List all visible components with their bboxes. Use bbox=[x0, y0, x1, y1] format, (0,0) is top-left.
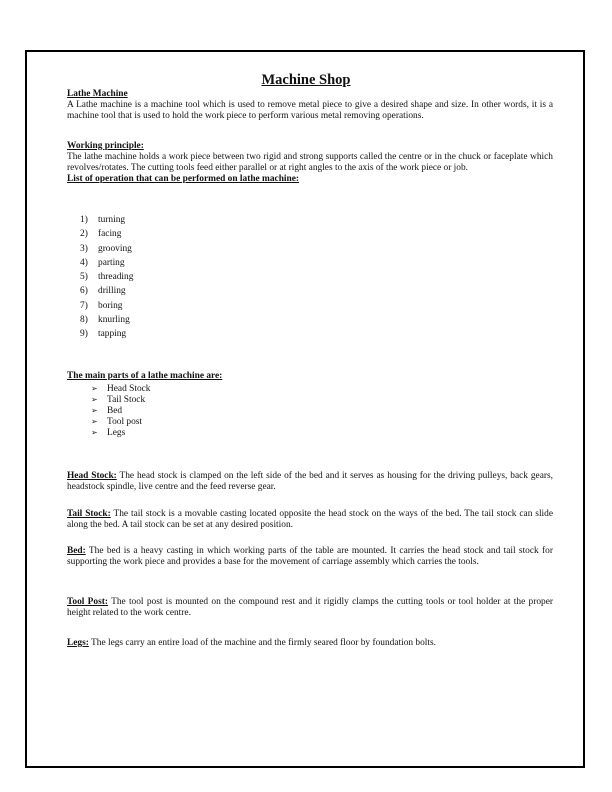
list-item: 3) grooving bbox=[80, 243, 132, 254]
working-section bbox=[67, 141, 553, 185]
bed-description: Bed: The bed is a heavy casting in which working parts of the table are mounted. It carries the head stock and tail stock for supporting the work piece and provides a base for the movement of carriage assembly which carries the tools. bbox=[67, 546, 553, 567]
list-item: 2) facing bbox=[80, 229, 122, 240]
lathe-heading: Lathe Machine bbox=[67, 89, 128, 99]
list-item: 4) parting bbox=[80, 257, 125, 268]
head-stock-description: Head Stock: The head stock is clamped on the left side of the bed and it serves as housing for the driving pulleys, back gears, headstock spindle, live centre and the feed reverse gear. bbox=[67, 471, 553, 492]
page-title: Machine Shop bbox=[261, 72, 351, 88]
arrow-bullet-icon: ➢ bbox=[91, 406, 98, 415]
operations-heading: List of operation that can be performed on lathe machine: bbox=[67, 174, 300, 184]
list-item: 7) boring bbox=[80, 300, 123, 311]
parts-list bbox=[91, 383, 150, 438]
list-item: 1) turning bbox=[80, 215, 126, 225]
list-item: 9) tapping bbox=[80, 329, 127, 340]
operations-list bbox=[80, 215, 133, 344]
lathe-section bbox=[67, 89, 553, 122]
list-item: ➢ Tail Stock bbox=[91, 395, 146, 405]
arrow-bullet-icon: ➢ bbox=[91, 417, 98, 426]
working-heading: Working principle: bbox=[67, 141, 144, 151]
parts-heading-wrap bbox=[67, 371, 553, 382]
arrow-bullet-icon: ➢ bbox=[91, 428, 98, 437]
list-item: 5) threading bbox=[80, 272, 134, 283]
list-item: 6) drilling bbox=[80, 286, 126, 297]
tail-stock-description: Tail Stock: The tail stock is a movable casting located opposite the head stock on the ways of the bed. The tail stock can slide along the bed. A tail stock can be set at any desired position. bbox=[67, 509, 554, 530]
list-item: 8) knurling bbox=[80, 315, 130, 326]
list-item: ➢ Bed bbox=[91, 406, 123, 416]
legs-description: Legs: The legs carry an entire load of the machine and the firmly seared floor by foundation bolts. bbox=[67, 638, 436, 648]
list-item: ➢ Tool post bbox=[91, 417, 143, 427]
tool-post-description: Tool Post: The tool post is mounted on the compound rest and it rigidly clamps the cutting tools or tool holder at the proper height related to the work centre. bbox=[67, 597, 553, 618]
lathe-text: A Lathe machine is a machine tool which is used to remove metal piece to give a desired shape and size. In other words, it is a machine tool that is used to hold the work piece to perform various metal removing operations. bbox=[67, 100, 553, 121]
list-item: ➢ Legs bbox=[91, 428, 126, 438]
arrow-bullet-icon: ➢ bbox=[91, 384, 98, 393]
working-text: The lathe machine holds a work piece between two rigid and strong supports called the centre or in the chuck or faceplate which revolves/rotates. The cutting tools feed either parallel or at right angles to the axis of the work piece or job. bbox=[67, 152, 553, 173]
arrow-bullet-icon: ➢ bbox=[91, 395, 98, 404]
parts-heading: The main parts of a lathe machine are: bbox=[67, 371, 223, 381]
list-item: ➢ Head Stock bbox=[91, 384, 151, 394]
